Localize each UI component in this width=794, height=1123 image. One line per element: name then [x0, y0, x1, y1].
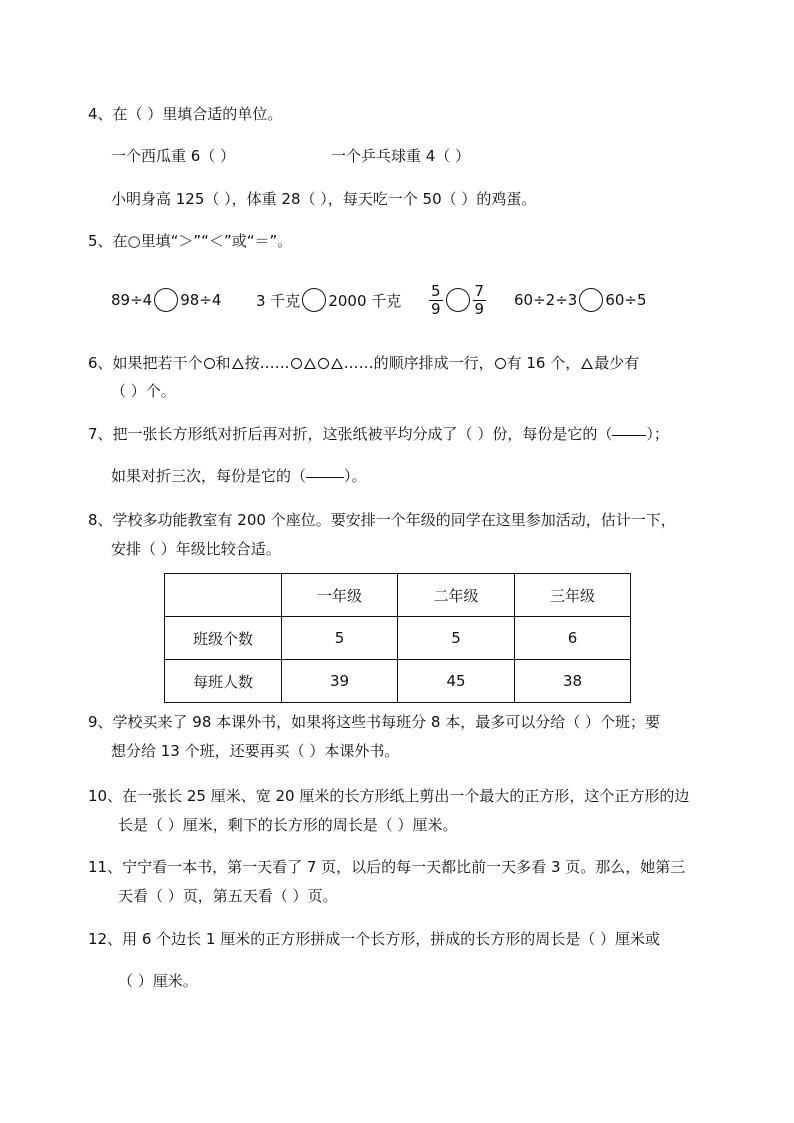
grade-table [164, 573, 631, 703]
q7-line2-end: ）。 [344, 467, 367, 485]
q9-line2: 想分给 13 个班，还要再买（ ）本课外书。 [111, 742, 400, 760]
q10-line1: 10、在一张长 25 厘米、宽 20 厘米的长方形纸上剪出一个最大的正方形，这个正方形的边 [88, 787, 690, 805]
table-cell: 每班人数 [165, 660, 282, 703]
q7-blank-2[interactable] [306, 476, 344, 478]
q6-line2: （ ）个。 [111, 382, 176, 400]
circle-shape-icon [291, 358, 302, 369]
table-row [165, 617, 631, 660]
table-header-cell: 三年级 [515, 574, 631, 617]
table-header-cell: 一年级 [282, 574, 398, 617]
circle-shape-icon [495, 358, 506, 369]
q11-line2: 天看（ ）页，第五天看（ ）页。 [118, 887, 338, 905]
q4-prompt: 4、在（ ）里填合适的单位。 [88, 105, 283, 123]
q7-line2 [111, 466, 367, 486]
q7-line1-end: ）； [646, 425, 669, 443]
q6-part4: ……的顺序排成一行， [343, 354, 494, 372]
triangle-shape-icon [232, 358, 244, 369]
compare-1-circle[interactable] [154, 288, 178, 312]
q6-part3: 按…… [244, 354, 290, 372]
triangle-shape-icon [304, 358, 316, 369]
table-header-cell [165, 574, 282, 617]
table-cell: 39 [282, 660, 398, 703]
q9-line1: 9、学校买来了 98 本课外书，如果将这些书每班分 8 本，最多可以分给（ ）个班；要 [88, 713, 661, 731]
compare-4-left: 60÷2÷3 [514, 291, 578, 309]
table-header-cell: 二年级 [398, 574, 515, 617]
fraction-right-denominator: 9 [474, 299, 485, 318]
q4-pingpong: 一个乒乓球重 4（ ） [331, 147, 471, 165]
q7-blank-1[interactable] [612, 434, 646, 436]
q5-prompt: 5、在○里填“＞”“＜”或“＝”。 [88, 232, 293, 250]
triangle-shape-icon [331, 358, 343, 369]
q10-line2: 长是（ ）厘米，剩下的长方形的周长是（ ）厘米。 [118, 816, 458, 834]
q12-line1: 12、用 6 个边长 1 厘米的正方形拼成一个长方形，拼成的长方形的周长是（ ）厘米或 [88, 930, 661, 948]
compare-2 [256, 280, 401, 320]
compare-4-circle[interactable] [579, 288, 603, 312]
q6-line1 [88, 353, 639, 373]
fraction-left-numerator: 5 [431, 281, 441, 300]
triangle-shape-icon [581, 358, 593, 369]
q11-line1: 11、宁宁看一本书，第一天看了 7 页，以后的每一天都比前一天多看 3 页。那么，她第三 [88, 858, 686, 876]
compare-1-right: 98÷4 [180, 291, 222, 309]
table-cell: 班级个数 [165, 617, 282, 660]
q6-part1: 6、如果把若干个 [88, 354, 203, 372]
table-row [165, 660, 631, 703]
q4-melon: 一个西瓜重 6（ ） [111, 147, 236, 165]
table-cell: 45 [398, 660, 515, 703]
fraction-right [473, 283, 487, 318]
table-cell: 5 [282, 617, 398, 660]
q7-line1-text: 7、把一张长方形纸对折后再对折，这张纸被平均分成了（ ）份，每份是它的（ [88, 425, 613, 443]
circle-shape-icon [204, 358, 215, 369]
q6-part2: 和 [215, 354, 231, 372]
q4-xiaoming: 小明身高 125（ ），体重 28（ ），每天吃一个 50（ ）的鸡蛋。 [111, 190, 537, 208]
table-cell: 38 [515, 660, 631, 703]
compare-4 [514, 280, 647, 320]
table-cell: 5 [398, 617, 515, 660]
q6-part5: 有 16 个， [506, 354, 581, 372]
fraction-right-numerator: 7 [474, 281, 485, 300]
table-cell: 6 [515, 617, 631, 660]
q7-line2-start: 如果对折三次，每份是它的（ [111, 467, 307, 485]
q12-line2: （ ）厘米。 [118, 972, 198, 990]
compare-3-circle[interactable] [446, 288, 470, 312]
q8-line1: 8、学校多功能教室有 200 个座位。要安排一个年级的同学在这里参加活动，估计一下， [88, 511, 676, 529]
q7-line1 [88, 424, 669, 444]
compare-3 [428, 280, 487, 320]
fraction-left [429, 283, 443, 318]
compare-4-right: 60÷5 [605, 291, 647, 309]
compare-2-circle[interactable] [302, 288, 326, 312]
compare-1-left: 89÷4 [111, 291, 153, 309]
table-header-row [165, 574, 631, 617]
fraction-left-denominator: 9 [431, 299, 441, 318]
circle-shape-icon [318, 358, 329, 369]
compare-2-left: 3 千克 [256, 291, 301, 310]
compare-1 [111, 280, 221, 320]
q6-part6: 最少有 [594, 354, 640, 372]
compare-2-right: 2000 千克 [328, 291, 402, 310]
q8-line2: 安排（ ）年级比较合适。 [111, 540, 281, 558]
